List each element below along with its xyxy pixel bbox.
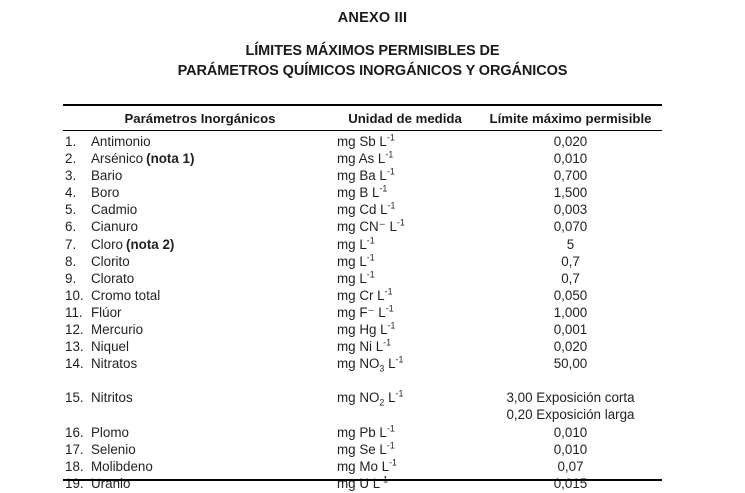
unit-superscript: -1 (379, 183, 388, 194)
row-index: 12. (65, 322, 84, 338)
column-header-limit: Límite máximo permisible (489, 111, 652, 126)
table-row (63, 218, 662, 235)
row-index: 17. (65, 441, 84, 457)
cell-unit (331, 424, 479, 441)
cell-limit (479, 355, 662, 372)
unit-text: mg Ba L (337, 168, 387, 184)
unit-text: mg Se L (337, 441, 387, 457)
cell-parameter (63, 355, 331, 372)
cell-parameter (63, 201, 331, 218)
unit-superscript: -1 (384, 286, 393, 297)
limit-value: 0,010 (553, 424, 588, 440)
cell-unit (331, 458, 479, 475)
cell-parameter (63, 253, 331, 270)
cell-parameter (63, 270, 331, 287)
cell-limit (479, 338, 662, 355)
limit-value: 0,003 (553, 202, 588, 218)
table-body (63, 131, 662, 493)
row-index: 10. (65, 287, 84, 303)
unit-text: mg CN⁻ L (337, 219, 397, 235)
unit-text: mg As L (337, 151, 386, 167)
limit-value: 0,020 (553, 134, 588, 149)
row-index: 14. (65, 356, 84, 372)
parameter-name-wrap (91, 270, 134, 287)
annex-title: ANEXO III (337, 10, 408, 26)
parameter-name-wrap (91, 304, 122, 321)
table-row (63, 236, 662, 253)
unit-tail: L (384, 356, 396, 372)
parameter-name: Flúor (91, 304, 122, 320)
unit-text: mg Mo L (337, 458, 390, 474)
table-row (63, 338, 662, 355)
cell-limit (479, 475, 662, 492)
limit-value: 0,7 (561, 253, 580, 269)
cell-unit (331, 167, 479, 184)
cell-limit (479, 304, 662, 321)
row-index: 9. (65, 270, 77, 286)
limit-value: 0,015 (553, 475, 588, 491)
cell-limit (479, 270, 662, 287)
limit-value: 0,7 (561, 270, 580, 286)
cell-parameter (63, 236, 331, 253)
parameter-name: Nitratos (91, 356, 138, 372)
unit-text: mg Cd L (337, 202, 388, 218)
parameter-name-wrap (91, 150, 194, 167)
parameter-name: Arsénico (91, 151, 144, 167)
table-bottom-rule (63, 479, 662, 481)
parameter-name: Cadmio (91, 202, 138, 218)
parameter-name: Niquel (91, 339, 129, 355)
unit-superscript: -1 (366, 269, 375, 280)
limit-value: 50,00 (553, 356, 588, 372)
unit-text: mg NO (337, 390, 380, 406)
cell-limit (479, 253, 662, 270)
unit-superscript: -1 (386, 440, 395, 451)
parameter-name: Plomo (91, 424, 129, 440)
cell-parameter (63, 218, 331, 235)
parameter-name: Mercurio (91, 322, 144, 338)
table-row (63, 287, 662, 304)
parameter-name-wrap (91, 133, 151, 150)
parameter-name-wrap (91, 355, 137, 372)
parameter-name-wrap (91, 201, 137, 218)
table-header-row (63, 106, 662, 130)
unit-superscript: -1 (395, 354, 404, 365)
table-row (63, 321, 662, 338)
unit-superscript: -1 (387, 320, 396, 331)
parameter-name: Molibdeno (91, 458, 153, 474)
unit-text: mg Ni L (337, 339, 384, 355)
cell-parameter (63, 167, 331, 184)
row-index: 19. (65, 475, 84, 491)
unit-text: mg B L (337, 185, 380, 201)
cell-limit (479, 389, 662, 423)
parameter-name-wrap (91, 458, 153, 475)
cell-limit (479, 458, 662, 475)
cell-parameter (63, 424, 331, 441)
row-index: 2. (65, 151, 77, 167)
limit-value: 3,00 Exposición corta (506, 390, 635, 406)
cell-unit (331, 389, 479, 406)
table-row (63, 253, 662, 270)
table-row (63, 167, 662, 184)
parameter-note: (nota 2) (126, 236, 175, 252)
unit-text: mg L (337, 236, 367, 252)
parameter-name-wrap (91, 184, 119, 201)
unit-subscript: 2 (379, 397, 385, 408)
unit-text: mg Sb L (337, 134, 387, 149)
row-index: 18. (65, 458, 84, 474)
cell-unit (331, 218, 479, 235)
document-subtitle (0, 41, 745, 81)
table-row (63, 475, 662, 492)
cell-unit (331, 287, 479, 304)
unit-text: mg Pb L (337, 424, 387, 440)
unit-text: mg U L (337, 475, 381, 491)
cell-unit (331, 321, 479, 338)
document-subtitle-line-1: LÍMITES MÁXIMOS PERMISIBLES DE (245, 43, 500, 59)
cell-limit (479, 150, 662, 167)
limit-value: 0,010 (553, 151, 588, 167)
unit-superscript: -1 (366, 235, 375, 246)
parameter-name: Boro (91, 185, 120, 201)
limits-table (63, 104, 662, 493)
unit-superscript: -1 (366, 252, 375, 263)
cell-limit (479, 184, 662, 201)
cell-limit (479, 424, 662, 441)
table-row (63, 389, 662, 423)
table-row (63, 458, 662, 475)
parameter-name-wrap (91, 218, 138, 235)
limit-value: 0,050 (553, 287, 588, 303)
parameter-name-wrap (91, 287, 160, 304)
unit-text: mg L (337, 253, 367, 269)
parameter-name-wrap (91, 441, 136, 458)
document-subtitle-line-2: PARÁMETROS QUÍMICOS INORGÁNICOS Y ORGÁNICOS (177, 63, 568, 79)
cell-limit (479, 133, 662, 150)
parameter-name-wrap (91, 424, 129, 441)
unit-superscript: -1 (389, 457, 397, 468)
cell-unit (331, 236, 479, 253)
cell-unit (331, 201, 479, 218)
cell-parameter (63, 321, 331, 338)
unit-superscript: -1 (387, 200, 396, 211)
row-index: 3. (65, 168, 77, 184)
cell-unit (331, 270, 479, 287)
unit-text: mg F⁻ L (337, 304, 386, 320)
row-index: 13. (65, 339, 84, 355)
unit-superscript: -1 (380, 474, 389, 485)
row-index: 16. (65, 424, 84, 440)
parameter-name-wrap (91, 338, 129, 355)
row-index: 1. (65, 134, 77, 149)
table-row (63, 304, 662, 321)
parameter-name: Antimonio (91, 134, 151, 149)
limit-value-secondary: 0,20 Exposición larga (506, 407, 635, 423)
table-row (63, 184, 662, 201)
limit-value: 5 (566, 236, 575, 252)
table-row (63, 133, 662, 150)
limit-value: 1,000 (553, 304, 588, 320)
cell-limit (479, 236, 662, 253)
column-header-unit: Unidad de medida (348, 111, 462, 126)
cell-parameter (63, 441, 331, 458)
unit-tail: L (384, 390, 396, 406)
unit-superscript: -1 (386, 132, 395, 143)
parameter-name: Nitritos (91, 390, 133, 406)
parameter-note: (nota 1) (146, 151, 195, 167)
unit-text: mg Hg L (337, 322, 388, 338)
cell-limit (479, 321, 662, 338)
limit-value: 0,001 (553, 322, 588, 338)
limit-value: 0,07 (557, 458, 584, 474)
row-index: 6. (65, 219, 77, 235)
cell-limit (479, 287, 662, 304)
cell-unit (331, 184, 479, 201)
row-index: 7. (65, 236, 77, 252)
cell-parameter (63, 338, 331, 355)
cell-unit (331, 150, 479, 167)
cell-unit (331, 355, 479, 372)
unit-superscript: -1 (386, 166, 395, 177)
cell-parameter (63, 287, 331, 304)
parameter-name-wrap (91, 321, 143, 338)
cell-unit (331, 253, 479, 270)
cell-unit (331, 338, 479, 355)
unit-superscript: -1 (396, 218, 405, 228)
table-row (63, 150, 662, 167)
unit-subscript: 3 (379, 363, 385, 374)
unit-text: mg Cr L (337, 287, 385, 303)
row-index: 15. (65, 390, 84, 406)
limit-value: 0,700 (553, 168, 588, 184)
parameter-name: Cloro (91, 236, 123, 252)
parameter-name: Bario (91, 168, 123, 184)
unit-superscript: -1 (383, 337, 391, 348)
limit-value: 0,070 (553, 219, 588, 235)
row-index: 8. (65, 253, 77, 269)
row-index: 4. (65, 185, 77, 201)
parameter-name-wrap (91, 253, 130, 270)
cell-limit (479, 441, 662, 458)
parameter-name: Cromo total (91, 287, 161, 303)
row-index: 5. (65, 202, 77, 218)
parameter-name-wrap (91, 389, 133, 406)
table-row (63, 355, 662, 372)
parameter-name: Clorito (91, 253, 130, 269)
cell-unit (331, 475, 479, 492)
unit-superscript: -1 (386, 423, 395, 434)
parameter-name: Uranio (91, 475, 131, 491)
limit-value: 0,010 (553, 441, 588, 457)
cell-parameter (63, 389, 331, 406)
row-index: 11. (65, 304, 83, 320)
limit-value: 1,500 (553, 185, 588, 201)
parameter-name: Clorato (91, 270, 135, 286)
cell-unit (331, 304, 479, 321)
unit-superscript: -1 (385, 303, 394, 314)
unit-text: mg L (337, 270, 367, 286)
cell-unit (331, 133, 479, 150)
parameter-name-wrap (91, 236, 174, 253)
cell-parameter (63, 184, 331, 201)
unit-text: mg NO (337, 356, 380, 372)
cell-limit (479, 167, 662, 184)
cell-parameter (63, 458, 331, 475)
parameter-name: Selenio (91, 441, 136, 457)
table-row (63, 424, 662, 441)
column-header-parameters: Parámetros Inorgánicos (124, 111, 276, 126)
table-row (63, 270, 662, 287)
cell-parameter (63, 150, 331, 167)
parameter-name-wrap (91, 475, 130, 492)
cell-parameter (63, 475, 331, 492)
table-row-spacer (63, 372, 662, 389)
unit-superscript: -1 (385, 149, 394, 160)
cell-limit (479, 218, 662, 235)
table-row (63, 441, 662, 458)
cell-unit (331, 441, 479, 458)
limit-value: 0,020 (553, 339, 588, 355)
parameter-name-wrap (91, 167, 122, 184)
table-row (63, 201, 662, 218)
cell-limit (479, 201, 662, 218)
unit-superscript: -1 (395, 388, 404, 399)
parameter-name: Cianuro (91, 219, 138, 235)
cell-parameter (63, 304, 331, 321)
cell-parameter (63, 133, 331, 150)
